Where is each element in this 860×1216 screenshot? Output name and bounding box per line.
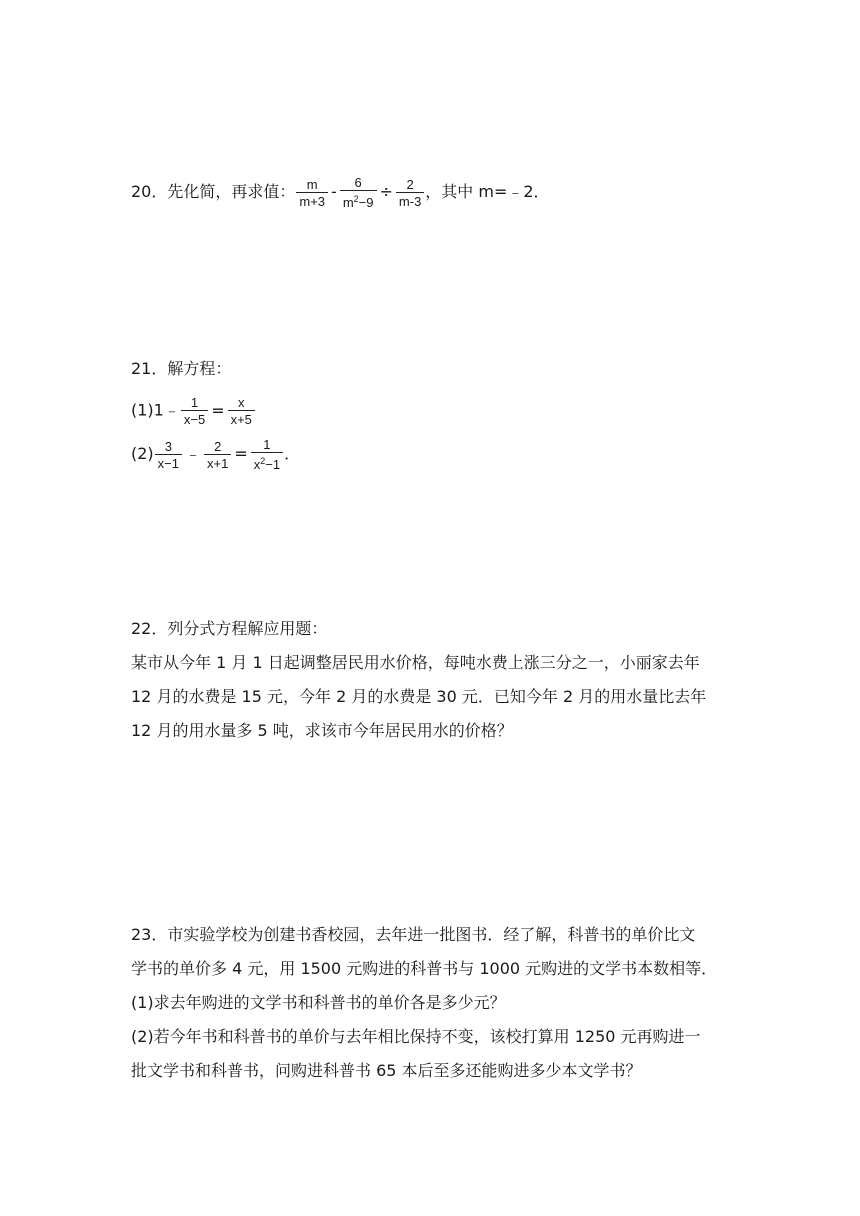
q21-p1-fraction-1: $\frac{1}{x-5}$ <box>181 395 208 427</box>
q21-p2-fraction-3: $\frac{1}{x^2-1}$ <box>251 437 283 472</box>
q20-minus: - <box>331 182 337 201</box>
q21-label: 21．解方程： <box>131 359 232 378</box>
q20-fraction-3: $\frac{2}{m-3}$ <box>396 177 424 209</box>
q21-p2-fraction-1: $\frac{3}{x-1}$ <box>155 439 182 471</box>
q20-tail: ，其中 m=﹣2． <box>425 182 550 201</box>
q22-label: 22．列分式方程解应用题： <box>131 619 328 638</box>
q20-divide: ÷ <box>379 182 393 201</box>
q22-line-2: 12 月的水费是 15 元，今年 2 月的水费是 30 元．已知今年 2 月的用水量比去年 <box>131 687 707 706</box>
q23-line-4: (2)若今年书和科普书的单价与去年相比保持不变，该校打算用 1250 元再购进一 <box>131 1027 701 1046</box>
q20-fraction-1: $\frac{m}{m+3}$ <box>296 177 328 209</box>
q20-label: 20．先化简，再求值： <box>131 182 296 201</box>
q21-part-1: (1)1﹣ $\frac{1}{x-5}$ = $\frac{x}{x+5}$ <box>131 395 256 427</box>
q23-line-5: 批文学书和科普书，问购进科普书 65 本后至多还能购进多少本文学书？ <box>131 1061 642 1080</box>
q22-line-1: 某市从今年 1 月 1 日起调整居民用水价格，每吨水费上涨三分之一，小丽家去年 <box>131 653 700 672</box>
q22-line-3: 12 月的用水量多 5 吨，求该市今年居民用水的价格？ <box>131 721 513 740</box>
q21-p1-fraction-2: $\frac{x}{x+5}$ <box>228 395 255 427</box>
q21-p2-fraction-2: $\frac{2}{x+1}$ <box>204 439 231 471</box>
q23-line-1: 23．市实验学校为创建书香校园，去年进一批图书．经了解，科普书的单价比文 <box>131 925 696 944</box>
q20-fraction-2: $\frac{6}{m^2-9}$ <box>340 175 377 210</box>
q23-line-3: (1)求去年购进的文学书和科普书的单价各是多少元？ <box>131 993 506 1012</box>
q23-line-2: 学书的单价多 4 元，用 1500 元购进的科普书与 1000 元购进的文学书本数相等． <box>131 959 718 978</box>
question-20 <box>131 175 550 210</box>
q21-part-2: (2) $\frac{3}{x-1}$ ﹣ $\frac{2}{x+1}$ = $\frac{1}{x^2-1}$ ． <box>131 437 301 472</box>
